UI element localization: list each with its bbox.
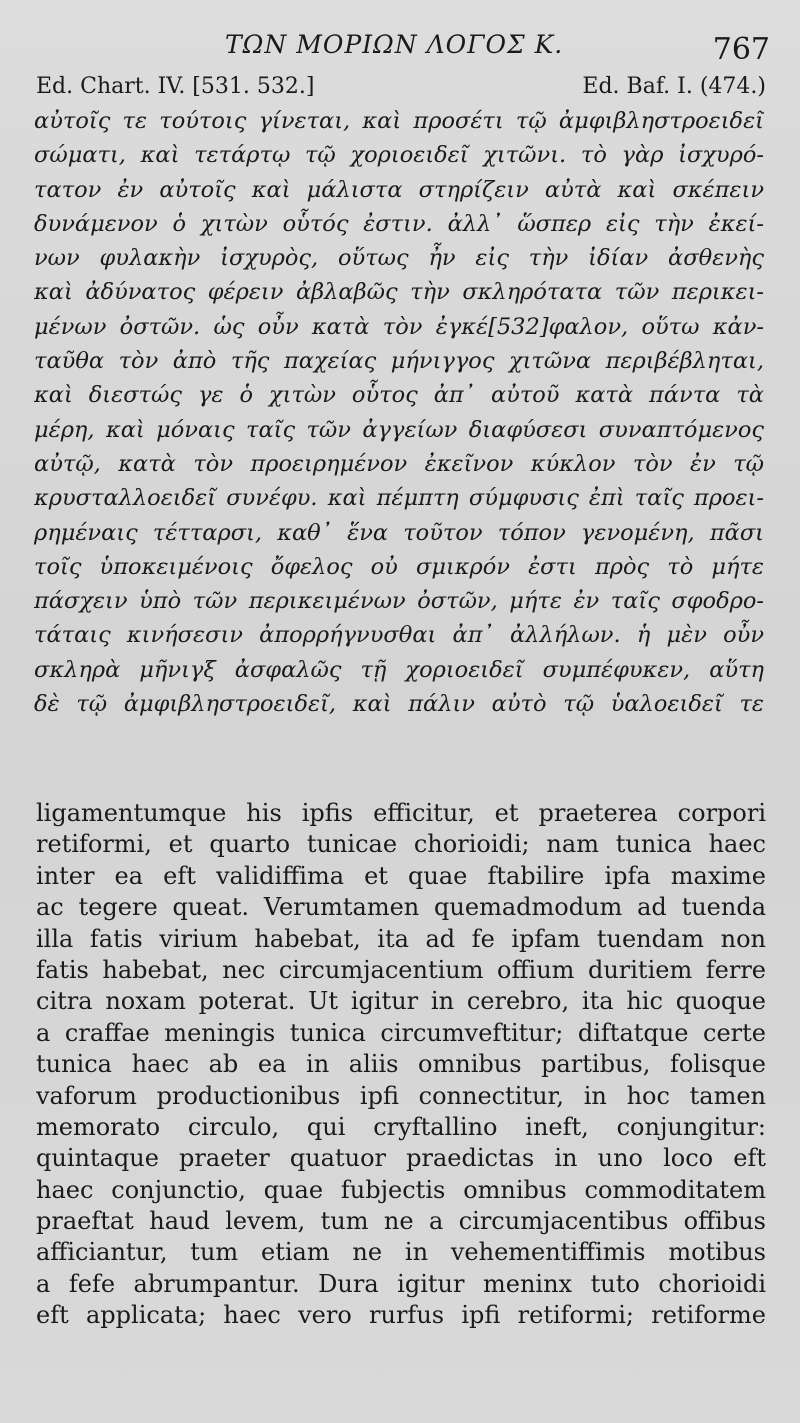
latin-text-line: haec conjunctio, quae fubjectis omnibus commoditatem [36,1175,766,1204]
greek-text-line: σκληρὰ μῆνιγξ ἀσφαλῶς τῇ χοριοειδεῖ συμπέφυκεν, αὕτη [34,656,764,683]
running-title: ΤΩΝ ΜΟΡΙΩΝ ΛΟΓΟΣ Κ. [225,30,564,59]
edition-references [36,74,766,104]
greek-text-line: πάσχειν ὑπὸ τῶν περικειμένων ὀστῶν, μήτε ἐν ταῖς σφοδρο- [34,588,764,615]
greek-text-line: τατον ἐν αὐτοῖς καὶ μάλιστα στηρίζειν αὐτὰ καὶ σκέπειν [34,176,764,203]
latin-text-line: eft applicata; haec vero rurfus ipfi retiformi; retiforme [36,1301,766,1330]
greek-text-line: τοῖς ὑποκειμένοις ὄφελος οὐ σμικρόν ἐστι πρὸς τὸ μήτε [34,553,764,580]
latin-text [36,798,766,1332]
page-number: 767 [712,32,770,67]
latin-text-line: vaforum productionibus ipfi connectitur, in hoc tamen [36,1081,766,1110]
greek-text-line: καὶ ἀδύνατος φέρειν ἀβλαβῶς τὴν σκληρότατα τῶν περικει- [34,279,764,306]
greek-text [34,104,764,721]
latin-text-line: a fefe abrumpantur. Dura igitur meninx tuto chorioidi [36,1269,766,1298]
greek-text-line: μέρη, καὶ μόναις ταῖς τῶν ἀγγείων διαφύσεσι συναπτόμενος [34,416,764,443]
greek-text-line: δυνάμενον ὁ χιτὼν οὗτός ἐστιν. ἀλλ᾿ ὥσπερ εἰς τὴν ἐκεί- [34,210,764,237]
greek-text-line: δὲ τῷ ἀμφιβληστροειδεῖ, καὶ πάλιν αὐτὸ τῷ ὑαλοειδεῖ τε [34,691,764,718]
greek-text-line: κρυσταλλοειδεῖ συνέφυ. καὶ πέμπτη σύμφυσις ἐπὶ ταῖς προει- [34,485,764,512]
latin-text-line: ac tegere queat. Verumtamen quemadmodum ad tuenda [36,893,766,922]
edition-chartier: Ed. Chart. IV. [531. 532.] [36,74,315,99]
latin-text-line: tunica haec ab ea in aliis omnibus partibus, folisque [36,1050,766,1079]
latin-text-line: retiformi, et quarto tunicae chorioidi; nam tunica haec [36,830,766,859]
latin-text-line: praeftat haud levem, tum ne a circumjacentibus offibus [36,1207,766,1236]
greek-text-line: τάταις κινήσεσιν ἀπορρήγνυσθαι ἀπ᾿ ἀλλήλων. ἡ μὲν οὖν [34,622,764,649]
latin-text-line: memorato circulo, qui cryftallino ineft, conjungitur: [36,1112,766,1141]
edition-basel: Ed. Baf. I. (474.) [582,74,766,99]
latin-text-line: afficiantur, tum etiam ne in vehementiffimis motibus [36,1238,766,1267]
greek-text-line: αὐτῷ, κατὰ τὸν προειρημένον ἐκεῖνον κύκλον τὸν ἐν τῷ [34,450,764,477]
page-header [0,30,800,67]
latin-text-line: fatis habebat, nec circumjacentium offium duritiem ferre [36,955,766,984]
greek-text-line: αὐτοῖς τε τούτοις γίνεται, καὶ προσέτι τῷ ἀμφιβληστροειδεῖ [34,108,764,134]
greek-text-line: νων φυλακὴν ἰσχυρὸς, οὕτως ἦν εἰς τὴν ἰδίαν ἀσθενὴς [34,245,764,272]
greek-text-line: ρημέναις τέτταρσι, καθ᾿ ἕνα τοῦτον τόπον γενομένη, πᾶσι [34,519,764,546]
latin-text-line: citra noxam poterat. Ut igitur in cerebro, ita hic quoque [36,987,766,1016]
latin-text-line: inter ea eft validiffima et quae ftabilire ipfa maxime [36,861,766,890]
latin-text-line: illa fatis virium habebat, ita ad fe ipfam tuendam non [36,924,766,953]
latin-text-line: quintaque praeter quatuor praedictas in uno loco eft [36,1144,766,1173]
greek-text-line: μένων ὀστῶν. ὡς οὖν κατὰ τὸν ἐγκέ[532]φαλον, οὕτω κἀν- [34,313,764,340]
latin-text-line: a craffae meningis tunica circumveftitur; diftatque certe [36,1018,766,1047]
greek-text-line: καὶ διεστώς γε ὁ χιτὼν οὗτος ἀπ᾿ αὐτοῦ κατὰ πάντα τὰ [34,382,764,409]
greek-text-line: σώματι, καὶ τετάρτῳ τῷ χοριοειδεῖ χιτῶνι. τὸ γὰρ ἰσχυρό- [34,142,764,169]
greek-text-line: ταῦθα τὸν ἀπὸ τῆς παχείας μήνιγγος χιτῶνα περιβέβληται, [34,348,764,375]
latin-text-line: ligamentumque his ipfis efficitur, et praeterea corpori [36,799,766,827]
